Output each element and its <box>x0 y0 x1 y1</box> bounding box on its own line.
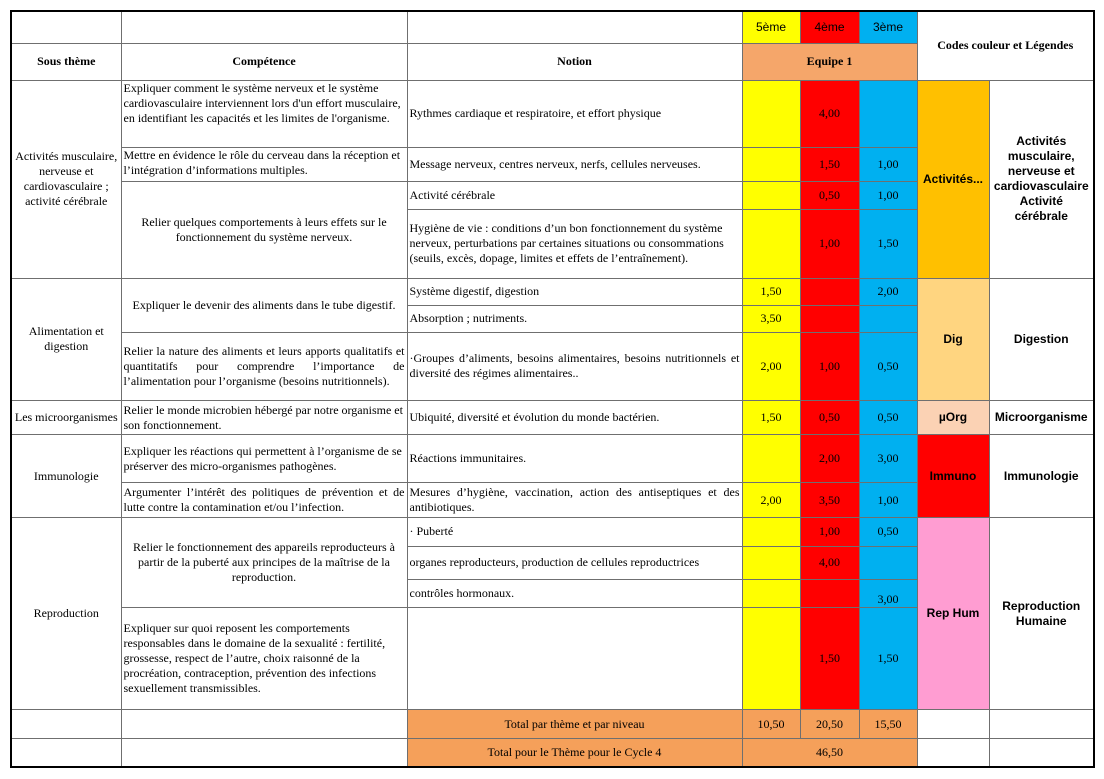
blank-cell <box>989 739 1094 767</box>
blank-cell <box>407 11 742 43</box>
value-5eme[interactable] <box>742 607 800 709</box>
value-4eme[interactable]: 4,00 <box>800 80 859 147</box>
program-table <box>10 10 1095 768</box>
value-5eme[interactable] <box>742 435 800 483</box>
value-5eme[interactable] <box>742 579 800 607</box>
blank-cell <box>11 710 121 739</box>
value-4eme[interactable]: 2,00 <box>800 435 859 483</box>
value-5eme[interactable] <box>742 80 800 147</box>
blank-cell <box>917 739 989 767</box>
competence-cell: Argumenter l’intérêt des politiques de prévention et de lutte contre la contamination et/ou l’infection. <box>121 483 407 518</box>
notion-cell <box>407 607 742 709</box>
value-3eme[interactable]: 0,50 <box>859 400 917 434</box>
sous-theme-cell: Immunologie <box>11 435 121 518</box>
value-4eme[interactable]: 1,00 <box>800 332 859 400</box>
value-5eme[interactable] <box>742 182 800 210</box>
value-5eme[interactable] <box>742 546 800 579</box>
total-3eme[interactable]: 15,50 <box>859 710 917 739</box>
blank-cell <box>11 739 121 767</box>
value-5eme[interactable]: 3,50 <box>742 305 800 332</box>
value-5eme[interactable]: 2,00 <box>742 332 800 400</box>
value-3eme[interactable] <box>859 305 917 332</box>
total-cycle-value[interactable]: 46,50 <box>742 739 917 767</box>
legend-cell: Digestion <box>989 278 1094 400</box>
value-3eme[interactable]: 1,00 <box>859 483 917 518</box>
value-4eme[interactable]: 1,50 <box>800 148 859 182</box>
value-4eme[interactable]: 1,50 <box>800 607 859 709</box>
notion-cell: Hygiène de vie : conditions d’un bon fonctionnement du système nerveux, perturbations par certaines situations ou consommations (seuils, excès, dopage, limites et effets de l’entraînement). <box>407 210 742 278</box>
value-4eme[interactable] <box>800 579 859 607</box>
total-5eme[interactable]: 10,50 <box>742 710 800 739</box>
competence-cell: Expliquer les réactions qui permettent à l’organisme de se préserver des micro-organismes pathogènes. <box>121 435 407 483</box>
value-3eme[interactable]: 1,50 <box>859 210 917 278</box>
notion-cell: Mesures d’hygiène, vaccination, action des antiseptiques et des antibiotiques. <box>407 483 742 518</box>
value-4eme[interactable]: 4,00 <box>800 546 859 579</box>
col-header-sous-theme: Sous thème <box>11 43 121 80</box>
col-header-notion: Notion <box>407 43 742 80</box>
value-3eme[interactable] <box>859 546 917 579</box>
blank-cell <box>121 739 407 767</box>
value-4eme[interactable] <box>800 305 859 332</box>
sous-theme-cell: Les microorganismes <box>11 400 121 434</box>
notion-cell: Ubiquité, diversité et évolution du monde bactérien. <box>407 400 742 434</box>
notion-cell: · Puberté <box>407 518 742 546</box>
sous-theme-cell: Alimentation et digestion <box>11 278 121 400</box>
competence-cell: Mettre en évidence le rôle du cerveau dans la réception et l’intégration d’informations multiples. <box>121 148 407 182</box>
total-4eme[interactable]: 20,50 <box>800 710 859 739</box>
total-by-level-label: Total par thème et par niveau <box>407 710 742 739</box>
legend-title: Codes couleur et Légendes <box>917 11 1094 80</box>
blank-cell <box>989 710 1094 739</box>
value-4eme[interactable]: 1,00 <box>800 210 859 278</box>
color-code-cell: Dig <box>917 278 989 400</box>
notion-cell: Activité cérébrale <box>407 182 742 210</box>
level-5eme-header[interactable]: 5ème <box>742 11 800 43</box>
blank-cell <box>11 11 121 43</box>
color-code-cell: µOrg <box>917 400 989 434</box>
notion-cell: organes reproducteurs, production de cellules reproductrices <box>407 546 742 579</box>
sous-theme-cell: Activités musculaire, nerveuse et cardiovasculaire ; activité cérébrale <box>11 80 121 278</box>
notion-cell: Système digestif, digestion <box>407 278 742 305</box>
value-3eme[interactable] <box>859 80 917 147</box>
blank-cell <box>917 710 989 739</box>
notion-cell: Rythmes cardiaque et respiratoire, et effort physique <box>407 80 742 147</box>
value-3eme[interactable]: 3,00 <box>859 579 917 607</box>
legend-cell: Activités musculaire, nerveuse et cardiovasculaire Activité cérébrale <box>989 80 1094 278</box>
value-3eme[interactable]: 1,00 <box>859 148 917 182</box>
notion-cell: ·Groupes d’aliments, besoins alimentaires, besoins nutritionnels et diversité des régimes alimentaires.. <box>407 332 742 400</box>
notion-cell: Message nerveux, centres nerveux, nerfs, cellules nerveuses. <box>407 148 742 182</box>
value-5eme[interactable] <box>742 518 800 546</box>
color-code-cell: Activités... <box>917 80 989 278</box>
value-3eme[interactable]: 3,00 <box>859 435 917 483</box>
total-cycle-label: Total pour le Thème pour le Cycle 4 <box>407 739 742 767</box>
value-5eme[interactable] <box>742 210 800 278</box>
competence-cell: Relier le fonctionnement des appareils reproducteurs à partir de la puberté aux principes de la maîtrise de la reproduction. <box>121 518 407 607</box>
competence-cell: Expliquer le devenir des aliments dans le tube digestif. <box>121 278 407 332</box>
notion-cell: Réactions immunitaires. <box>407 435 742 483</box>
value-4eme[interactable]: 0,50 <box>800 400 859 434</box>
value-4eme[interactable]: 1,00 <box>800 518 859 546</box>
notion-cell: Absorption ; nutriments. <box>407 305 742 332</box>
value-5eme[interactable]: 1,50 <box>742 400 800 434</box>
value-5eme[interactable] <box>742 148 800 182</box>
notion-cell: contrôles hormonaux. <box>407 579 742 607</box>
competence-cell: Expliquer comment le système nerveux et le système cardiovasculaire interviennent lors d'un effort musculaire, en identifiant les capacités et les limites de l'organisme. <box>121 80 407 147</box>
level-4eme-header[interactable]: 4ème <box>800 11 859 43</box>
value-3eme[interactable]: 0,50 <box>859 518 917 546</box>
value-4eme[interactable] <box>800 278 859 305</box>
competence-cell: Expliquer sur quoi reposent les comportements responsables dans le domaine de la sexualité : fertilité, grossesse, respect de l’autre, choix raisonné de la procréation, contraception, prévention des infections sexuellement transmissibles. <box>121 607 407 709</box>
color-code-cell: Rep Hum <box>917 518 989 710</box>
value-3eme[interactable]: 1,00 <box>859 182 917 210</box>
competence-cell: Relier quelques comportements à leurs effets sur le fonctionnement du système nerveux. <box>121 182 407 278</box>
col-header-competence: Compétence <box>121 43 407 80</box>
color-code-cell: Immuno <box>917 435 989 518</box>
value-4eme[interactable]: 0,50 <box>800 182 859 210</box>
legend-cell: Immunologie <box>989 435 1094 518</box>
competence-cell: Relier la nature des aliments et leurs apports qualitatifs et quantitatifs pour comprendre l’importance de l’alimentation pour l’organisme (besoins nutritionnels). <box>121 332 407 400</box>
value-5eme[interactable]: 1,50 <box>742 278 800 305</box>
value-3eme[interactable]: 2,00 <box>859 278 917 305</box>
sous-theme-cell: Reproduction <box>11 518 121 710</box>
competence-cell: Relier le monde microbien hébergé par notre organisme et son fonctionnement. <box>121 400 407 434</box>
blank-cell <box>121 710 407 739</box>
value-5eme[interactable]: 2,00 <box>742 483 800 518</box>
blank-cell <box>121 11 407 43</box>
value-3eme[interactable]: 0,50 <box>859 332 917 400</box>
legend-cell: Reproduction Humaine <box>989 518 1094 710</box>
value-4eme[interactable]: 3,50 <box>800 483 859 518</box>
value-3eme[interactable]: 1,50 <box>859 607 917 709</box>
level-3eme-header[interactable]: 3ème <box>859 11 917 43</box>
team-header: Equipe 1 <box>742 43 917 80</box>
legend-cell: Microorganisme <box>989 400 1094 434</box>
